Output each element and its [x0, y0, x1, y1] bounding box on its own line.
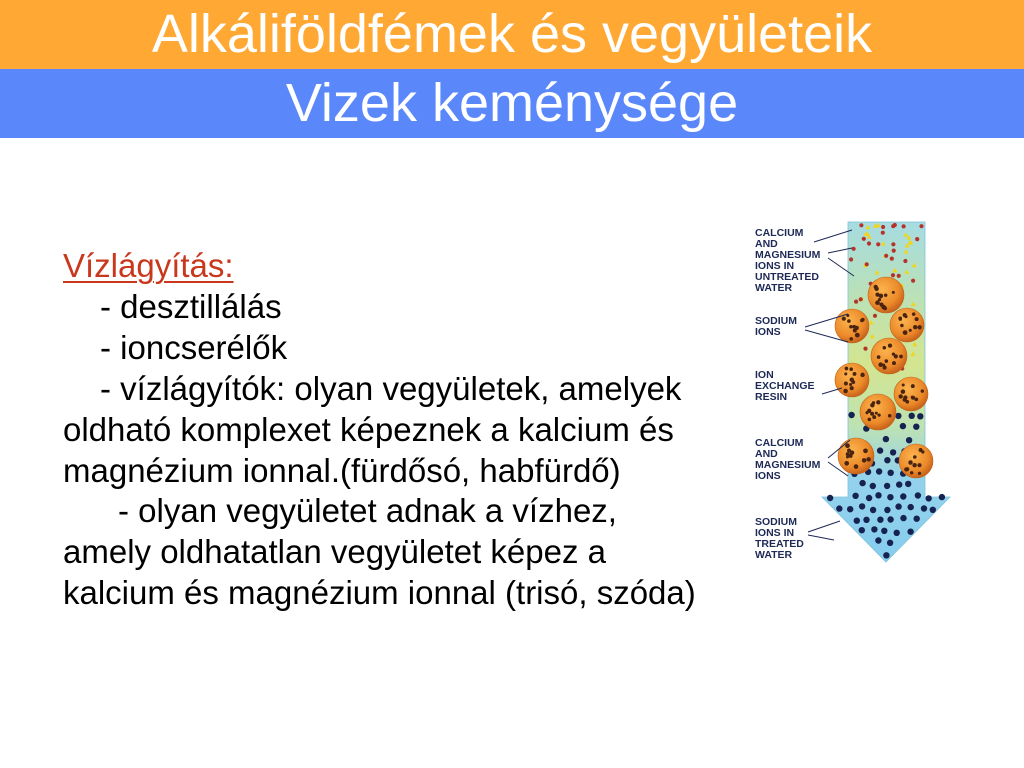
label-calcium-magnesium-ions	[755, 437, 821, 482]
sodium-ion	[877, 447, 883, 453]
resin-spot	[903, 313, 907, 317]
calcium-ion	[891, 224, 895, 228]
resin-spot	[847, 319, 851, 323]
resin-spot	[878, 298, 881, 301]
diagram-label-line: IONS	[755, 470, 781, 482]
sodium-ion	[884, 457, 890, 463]
resin-spot	[921, 389, 924, 392]
sodium-ion	[875, 537, 881, 543]
resin-spot	[849, 383, 852, 386]
resin-spot	[875, 292, 879, 296]
resin-spot	[850, 386, 854, 390]
sodium-ion	[888, 470, 894, 476]
body-line: kalcium és magnézium ionnal (trisó, szóda)	[63, 574, 696, 612]
sodium-ion	[859, 480, 865, 486]
resin-spot	[845, 443, 850, 448]
calcium-ion	[884, 254, 888, 258]
resin-spot	[909, 329, 912, 332]
resin-bead	[860, 394, 896, 430]
sodium-ion	[921, 505, 927, 511]
resin-spot	[902, 383, 905, 386]
resin-spot	[845, 367, 849, 371]
sodium-ion	[890, 449, 896, 455]
resin-spot	[913, 463, 916, 466]
sodium-ion	[930, 507, 936, 513]
sodium-ion	[870, 483, 876, 489]
title-bar	[0, 0, 1024, 69]
calcium-ion	[915, 237, 919, 241]
calcium-ion	[865, 262, 869, 266]
calcium-ion	[902, 224, 906, 228]
diagram-label-line: CALCIUM	[755, 227, 804, 239]
resin-spot	[911, 384, 915, 388]
resin-spot	[883, 346, 887, 350]
resin-spot	[875, 412, 878, 415]
sodium-ion	[896, 481, 902, 487]
resin-spot	[904, 467, 908, 471]
slide-title: Alkáliföldfémek és vegyületeik	[151, 4, 873, 64]
sodium-ion	[909, 413, 915, 419]
resin-spot	[860, 373, 864, 377]
resin-spot	[914, 397, 918, 401]
resin-spot	[912, 312, 916, 316]
resin-spot	[883, 306, 887, 310]
body-line: - vízlágyítók: olyan vegyületek, amelyek	[100, 369, 682, 407]
calcium-ion	[881, 231, 885, 235]
resin-spot	[850, 450, 855, 455]
sodium-ion	[900, 515, 906, 521]
resin-spot	[855, 333, 860, 338]
resin-spot	[908, 460, 912, 464]
diagram-label-line: SODIUM	[755, 516, 797, 528]
calcium-ion	[891, 242, 895, 246]
sodium-ion	[906, 437, 912, 443]
calcium-ion	[859, 297, 863, 301]
resin-spot	[850, 378, 854, 382]
resin-bead	[899, 444, 933, 478]
sodium-ion	[881, 528, 887, 534]
resin-spot	[918, 472, 921, 475]
calcium-ion	[859, 223, 863, 227]
label-ion-exchange-resin	[755, 369, 815, 403]
resin-spot	[901, 389, 906, 394]
calcium-ion	[892, 249, 896, 253]
diagram-label-line: UNTREATED	[755, 271, 819, 283]
sodium-ion	[871, 526, 877, 532]
resin-spot	[849, 325, 853, 329]
resin-spot	[874, 287, 878, 291]
sodium-ion	[926, 495, 932, 501]
resin-spot	[911, 396, 914, 399]
diagram-label-line: IONS	[755, 326, 781, 338]
resin-spot	[863, 448, 868, 453]
resin-spot	[862, 458, 867, 463]
calcium-ion	[891, 273, 895, 277]
resin-spot	[900, 324, 903, 327]
resin-spot	[844, 382, 848, 386]
resin-spot	[876, 400, 880, 404]
body-line: amely oldhatatlan vegyületet képez a	[63, 533, 607, 571]
sodium-ion	[887, 516, 893, 522]
calcium-ion	[919, 224, 923, 228]
resin-spot	[892, 361, 896, 365]
diagram-label-line: SODIUM	[755, 315, 797, 327]
sodium-ion	[907, 529, 913, 535]
sodium-ion	[848, 412, 854, 418]
resin-spot	[853, 328, 857, 332]
sodium-ion	[908, 504, 914, 510]
sodium-ion	[883, 552, 889, 558]
sodium-ion	[900, 423, 906, 429]
resin-spot	[846, 456, 849, 459]
sodium-ion	[863, 517, 869, 523]
diagram-label-line: IONS IN	[755, 260, 795, 272]
sodium-ion	[887, 540, 893, 546]
diagram-label-line: MAGNESIUM	[755, 459, 821, 471]
leader-line	[808, 535, 834, 540]
sodium-ion	[827, 495, 833, 501]
calcium-ion	[852, 247, 856, 251]
sodium-ion	[875, 492, 881, 498]
resin-spot	[877, 413, 880, 416]
resin-spot	[843, 389, 847, 393]
sodium-ion	[884, 483, 890, 489]
label-sodium-ions-treated	[755, 516, 804, 561]
resin-spot	[883, 366, 887, 370]
body-line: oldható komplexet képeznek a kalcium és	[63, 410, 674, 448]
resin-spot	[849, 367, 853, 371]
calcium-ion	[849, 257, 853, 261]
label-calcium-magnesium-untreated	[755, 227, 821, 294]
sodium-ion	[905, 481, 911, 487]
sodium-ion	[895, 503, 901, 509]
resin-spot	[888, 343, 892, 347]
body-line: - olyan vegyületet adnak a vízhez,	[118, 492, 617, 530]
resin-spot	[899, 355, 903, 359]
resin-spot	[870, 403, 874, 407]
sodium-ion	[847, 506, 853, 512]
sodium-ion	[939, 494, 945, 500]
resin-spot	[861, 318, 865, 322]
resin-spot	[866, 457, 871, 462]
sodium-ion	[917, 413, 923, 419]
sodium-ion	[836, 505, 842, 511]
resin-spot	[913, 455, 917, 459]
sodium-ion	[859, 527, 865, 533]
calcium-ion	[863, 347, 867, 351]
diagram-label-line: TREATED	[755, 538, 804, 550]
resin-spot	[849, 337, 853, 341]
sodium-ion	[859, 503, 865, 509]
resin-spot	[844, 461, 849, 466]
sodium-ion	[914, 516, 920, 522]
sodium-ion	[854, 518, 860, 524]
leader-line	[808, 521, 840, 532]
resin-spot	[910, 471, 913, 474]
resin-spot	[899, 318, 902, 321]
resin-spot	[877, 355, 881, 359]
diagram-label-line: CALCIUM	[755, 437, 804, 449]
calcium-ion	[867, 241, 871, 245]
resin-spot	[844, 372, 847, 375]
diagram-label-line: ION	[755, 369, 774, 381]
label-sodium-ions	[755, 315, 797, 338]
resin-spot	[894, 354, 898, 358]
resin-spot	[917, 325, 921, 329]
resin-spot	[878, 362, 883, 367]
resin-bead	[894, 377, 928, 411]
resin-spot	[852, 325, 856, 329]
sodium-ion	[900, 493, 906, 499]
sodium-ion	[876, 468, 882, 474]
resin-spot	[853, 372, 857, 376]
resin-spot	[884, 293, 887, 296]
leader-line	[814, 230, 852, 242]
body-line: - ioncserélők	[100, 328, 288, 366]
sodium-ion	[887, 494, 893, 500]
resin-spot	[913, 325, 917, 329]
calcium-ion	[854, 300, 858, 304]
body-line: - desztillálás	[100, 287, 282, 325]
resin-spot	[898, 394, 902, 398]
resin-spot	[917, 463, 921, 467]
resin-spot	[888, 414, 892, 418]
calcium-ion	[897, 274, 901, 278]
resin-spot	[915, 317, 919, 321]
calcium-ion	[862, 237, 866, 241]
resin-spot	[842, 317, 846, 321]
resin-spot	[885, 359, 889, 363]
body-text	[63, 246, 743, 614]
sodium-ion	[894, 530, 900, 536]
diagram-label-line: RESIN	[755, 391, 788, 403]
sodium-ion	[915, 492, 921, 498]
subtitle-bar	[0, 69, 1024, 138]
resin-bead	[890, 308, 924, 342]
resin-spot	[903, 330, 908, 335]
resin-spot	[867, 409, 871, 413]
sodium-ion	[884, 507, 890, 513]
calcium-ion	[903, 259, 907, 263]
sodium-ion	[852, 493, 858, 499]
resin-spot	[892, 291, 895, 294]
ion-exchange-diagram	[748, 218, 958, 570]
calcium-ion	[873, 314, 877, 318]
resin-spot	[854, 464, 859, 469]
resin-spot	[903, 395, 907, 399]
diagram-label-line: IONS IN	[755, 527, 795, 539]
body-line: magnézium ionnal.(fürdősó, habfürdő)	[63, 451, 621, 489]
sodium-ion	[883, 436, 889, 442]
diagram-label-line: WATER	[755, 282, 793, 294]
diagram-label-line: WATER	[755, 549, 793, 561]
diagram-label-line: AND	[755, 238, 778, 250]
diagram-label-line: MAGNESIUM	[755, 249, 821, 261]
resin-spot	[872, 415, 876, 419]
slide-subtitle: Vizek keménysége	[285, 73, 739, 133]
sodium-ion	[877, 517, 883, 523]
sodium-ion	[870, 507, 876, 513]
resin-spot	[867, 418, 871, 422]
calcium-ion	[911, 279, 915, 283]
diagram-label-line: EXCHANGE	[755, 380, 815, 392]
sodium-ion	[913, 424, 919, 430]
calcium-ion	[881, 225, 885, 229]
resin-spot	[921, 450, 924, 453]
sodium-ion	[866, 495, 872, 501]
section-heading: Vízlágyítás:	[63, 247, 234, 284]
calcium-ion	[890, 257, 894, 261]
calcium-ion	[876, 242, 880, 246]
diagram-label-line: AND	[755, 448, 778, 460]
